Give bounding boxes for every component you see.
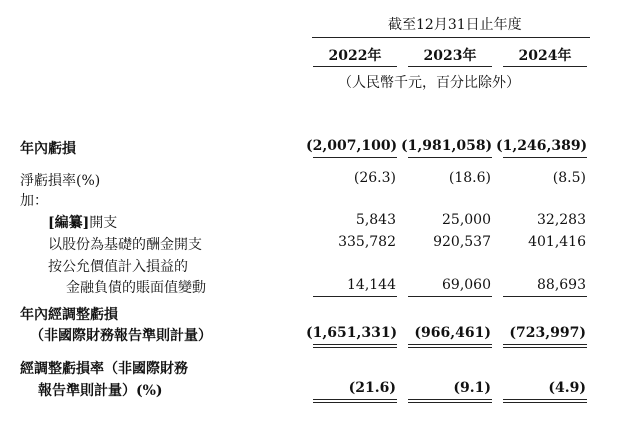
adj-loss-rate-2023: (9.1) — [453, 380, 491, 396]
listing-redacted-label: [編纂] — [48, 215, 90, 231]
fv-change-2022: 14,144 — [347, 277, 396, 293]
fv-rule-2023 — [408, 296, 492, 297]
adj-loss-double-rule-2023 — [408, 344, 492, 348]
row-adj-loss-rate-label-2: 報告準則計量）(%) — [38, 383, 163, 399]
adj-rate-double-rule-2024 — [503, 399, 587, 403]
loss-rule-2022 — [313, 157, 397, 158]
fv-change-2024: 88,693 — [537, 277, 586, 293]
unit-note: （人民幣千元，百分比除外） — [338, 75, 520, 91]
row-adj-loss-label-1: 年內經調整虧損 — [20, 307, 118, 323]
fv-change-2023: 69,060 — [442, 277, 491, 293]
loss-rule-2023 — [408, 157, 492, 158]
year-rule-2023 — [408, 66, 492, 67]
share-comp-2023: 920,537 — [433, 234, 491, 250]
loss-2023: (1,981,058) — [401, 138, 493, 154]
adj-loss-double-rule-2024 — [503, 344, 587, 348]
row-fv-change-label-1: 按公允價值計入損益的 — [48, 259, 188, 275]
loss-2022: (2,007,100) — [306, 138, 398, 154]
row-listing-label — [48, 212, 117, 232]
listing-2023: 25,000 — [442, 212, 491, 228]
year-2022: 2022年 — [328, 48, 382, 64]
row-net-loss-rate-label: 淨虧損率(%) — [20, 173, 101, 189]
loss-rule-2024 — [503, 157, 587, 158]
listing-label-rest: 開支 — [89, 215, 118, 231]
row-share-comp-label: 以股份為基礎的酬金開支 — [48, 237, 202, 253]
fv-rule-2024 — [503, 296, 587, 297]
adj-loss-2024: (723,997) — [509, 325, 586, 341]
period-header: 截至12月31日止年度 — [388, 17, 522, 33]
adj-loss-double-rule-2022 — [313, 344, 397, 348]
row-adj-loss-rate-label-1: 經調整虧損率（非國際財務 — [20, 361, 188, 377]
listing-2022: 5,843 — [355, 212, 396, 228]
add-label: 加： — [20, 193, 48, 209]
row-adj-loss-label-2: （非國際財務報告準則計量） — [30, 328, 212, 344]
loss-2024: (1,246,389) — [496, 138, 588, 154]
net-loss-rate-2023: (18.6) — [448, 170, 491, 186]
header-rule — [312, 37, 590, 38]
adj-loss-2023: (966,461) — [414, 325, 491, 341]
row-loss-label: 年內虧損 — [20, 141, 76, 157]
year-rule-2022 — [313, 66, 397, 67]
share-comp-2024: 401,416 — [528, 234, 586, 250]
listing-2024: 32,283 — [537, 212, 586, 228]
adj-rate-double-rule-2023 — [408, 399, 492, 403]
year-2024: 2024年 — [518, 48, 572, 64]
share-comp-2022: 335,782 — [338, 234, 396, 250]
adj-rate-double-rule-2022 — [313, 399, 397, 403]
fv-rule-2022 — [313, 296, 397, 297]
adj-loss-rate-2022: (21.6) — [348, 380, 396, 396]
adj-loss-rate-2024: (4.9) — [548, 380, 586, 396]
row-fv-change-label-2: 金融負債的賬面值變動 — [66, 280, 206, 296]
net-loss-rate-2024: (8.5) — [552, 170, 586, 186]
adj-loss-2022: (1,651,331) — [306, 325, 398, 341]
net-loss-rate-2022: (26.3) — [353, 170, 396, 186]
year-rule-2024 — [503, 66, 587, 67]
year-2023: 2023年 — [423, 48, 477, 64]
